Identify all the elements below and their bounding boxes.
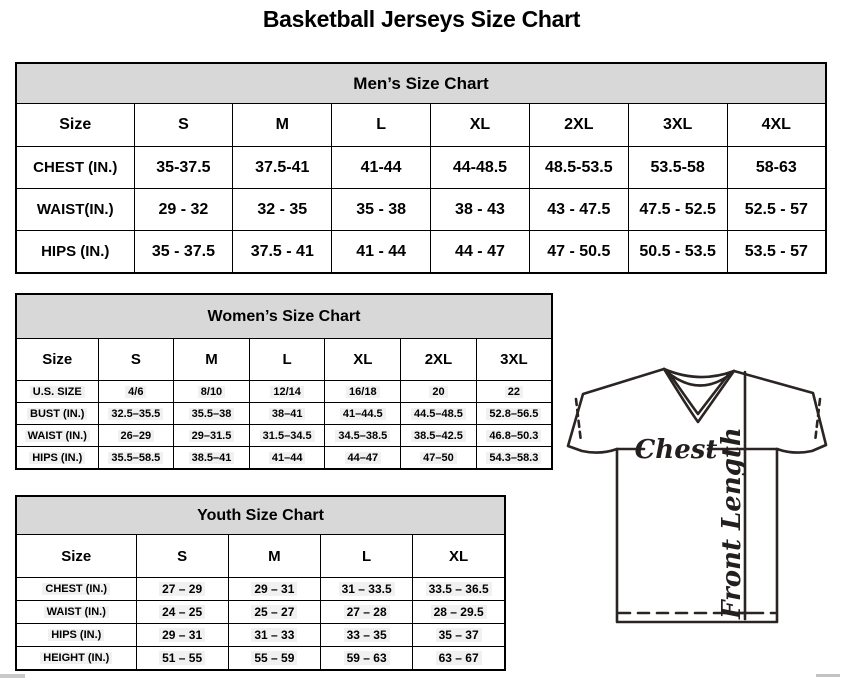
size-cell: 43 - 47.5	[529, 189, 628, 231]
size-cell: 38–41	[249, 403, 325, 425]
row-label: WAIST (IN.)	[16, 601, 136, 624]
size-cell: 22	[476, 381, 552, 403]
size-cell: 50.5 - 53.5	[628, 231, 727, 274]
size-cell: 25 – 27	[228, 601, 320, 624]
youth-table-title: Youth Size Chart	[16, 496, 505, 535]
column-header: 2XL	[401, 339, 477, 381]
jersey-illustration	[556, 366, 840, 628]
size-cell: 47.5 - 52.5	[628, 189, 727, 231]
size-cell: 47 - 50.5	[529, 231, 628, 274]
size-cell: 41–44.5	[325, 403, 401, 425]
size-cell: 53.5 - 57	[727, 231, 826, 274]
table-row	[16, 447, 552, 470]
row-label: CHEST (IN.)	[16, 147, 134, 189]
column-header: L	[332, 104, 431, 147]
size-cell: 58-63	[727, 147, 826, 189]
column-header: XL	[325, 339, 401, 381]
column-header: S	[98, 339, 174, 381]
column-header: Size	[16, 535, 136, 578]
youth-size-table	[15, 495, 506, 671]
row-label: HIPS (IN.)	[16, 624, 136, 647]
chest-label: Chest	[634, 435, 718, 465]
size-cell: 29–31.5	[174, 425, 250, 447]
size-cell: 38 - 43	[431, 189, 530, 231]
size-cell: 29 – 31	[136, 624, 228, 647]
size-cell: 12/14	[249, 381, 325, 403]
size-cell: 28 – 29.5	[413, 601, 505, 624]
column-header: L	[321, 535, 413, 578]
size-cell: 52.5 - 57	[727, 189, 826, 231]
size-cell: 38.5–41	[174, 447, 250, 470]
size-cell: 37.5 - 41	[233, 231, 332, 274]
size-cell: 29 – 31	[228, 578, 320, 601]
size-cell: 33.5 – 36.5	[413, 578, 505, 601]
column-header: S	[134, 104, 233, 147]
size-cell: 46.8–50.3	[476, 425, 552, 447]
jersey-diagram	[556, 366, 840, 628]
size-cell: 63 – 67	[413, 647, 505, 671]
size-cell: 16/18	[325, 381, 401, 403]
table-row	[16, 381, 552, 403]
column-header: 2XL	[529, 104, 628, 147]
size-cell: 38.5–42.5	[401, 425, 477, 447]
column-header: Size	[16, 104, 134, 147]
size-cell: 35 - 37.5	[134, 231, 233, 274]
size-cell: 41–44	[249, 447, 325, 470]
column-header: M	[233, 104, 332, 147]
size-cell: 35-37.5	[134, 147, 233, 189]
size-cell: 4/6	[98, 381, 174, 403]
size-cell: 27 – 28	[321, 601, 413, 624]
size-cell: 24 – 25	[136, 601, 228, 624]
row-label: WAIST (IN.)	[16, 425, 98, 447]
column-header: L	[249, 339, 325, 381]
row-label: BUST (IN.)	[16, 403, 98, 425]
size-cell: 51 – 55	[136, 647, 228, 671]
size-cell: 29 - 32	[134, 189, 233, 231]
mens-size-table	[15, 62, 827, 274]
size-cell: 54.3–58.3	[476, 447, 552, 470]
size-cell: 44 - 47	[431, 231, 530, 274]
front-length-label: Front Length	[717, 427, 747, 619]
table-row	[16, 147, 826, 189]
size-cell: 31 – 33.5	[321, 578, 413, 601]
size-cell: 35 - 38	[332, 189, 431, 231]
row-label: HIPS (IN.)	[16, 447, 98, 470]
horizontal-scrollbar-fragment-right[interactable]	[816, 674, 840, 677]
size-cell: 33 – 35	[321, 624, 413, 647]
size-cell: 37.5-41	[233, 147, 332, 189]
jersey-body	[617, 449, 777, 622]
table-row	[16, 189, 826, 231]
column-header: M	[174, 339, 250, 381]
size-cell: 27 – 29	[136, 578, 228, 601]
table-row	[16, 601, 505, 624]
womens-size-table	[15, 293, 553, 470]
womens-table-title: Women’s Size Chart	[16, 294, 552, 339]
size-cell: 32.5–35.5	[98, 403, 174, 425]
table-row	[16, 578, 505, 601]
size-cell: 47–50	[401, 447, 477, 470]
size-cell: 44-48.5	[431, 147, 530, 189]
size-cell: 44–47	[325, 447, 401, 470]
column-header: 3XL	[628, 104, 727, 147]
size-cell: 41-44	[332, 147, 431, 189]
table-row	[16, 231, 826, 274]
column-header: Size	[16, 339, 98, 381]
size-cell: 34.5–38.5	[325, 425, 401, 447]
table-row	[16, 624, 505, 647]
jersey-right-sleeve	[734, 371, 826, 453]
column-header: 3XL	[476, 339, 552, 381]
size-cell: 31.5–34.5	[249, 425, 325, 447]
column-header: XL	[431, 104, 530, 147]
column-header: XL	[413, 535, 505, 578]
row-label: CHEST (IN.)	[16, 578, 136, 601]
row-label: WAIST(IN.)	[16, 189, 134, 231]
column-header: S	[136, 535, 228, 578]
column-header: M	[228, 535, 320, 578]
size-cell: 35 – 37	[413, 624, 505, 647]
table-row	[16, 647, 505, 671]
row-label: HEIGHT (IN.)	[16, 647, 136, 671]
horizontal-scrollbar-fragment-left[interactable]	[0, 674, 25, 678]
size-cell: 41 - 44	[332, 231, 431, 274]
row-label: U.S. SIZE	[16, 381, 98, 403]
table-row	[16, 425, 552, 447]
size-cell: 8/10	[174, 381, 250, 403]
row-label: HIPS (IN.)	[16, 231, 134, 274]
size-cell: 48.5-53.5	[529, 147, 628, 189]
size-cell: 32 - 35	[233, 189, 332, 231]
size-cell: 59 – 63	[321, 647, 413, 671]
size-cell: 52.8–56.5	[476, 403, 552, 425]
table-row	[16, 403, 552, 425]
mens-table-title: Men’s Size Chart	[16, 63, 826, 104]
size-cell: 44.5–48.5	[401, 403, 477, 425]
size-cell: 53.5-58	[628, 147, 727, 189]
size-cell: 31 – 33	[228, 624, 320, 647]
size-cell: 35.5–38	[174, 403, 250, 425]
page-title: Basketball Jerseys Size Chart	[262, 6, 581, 32]
size-cell: 55 – 59	[228, 647, 320, 671]
size-cell: 20	[401, 381, 477, 403]
column-header: 4XL	[727, 104, 826, 147]
size-cell: 35.5–58.5	[98, 447, 174, 470]
size-cell: 26–29	[98, 425, 174, 447]
